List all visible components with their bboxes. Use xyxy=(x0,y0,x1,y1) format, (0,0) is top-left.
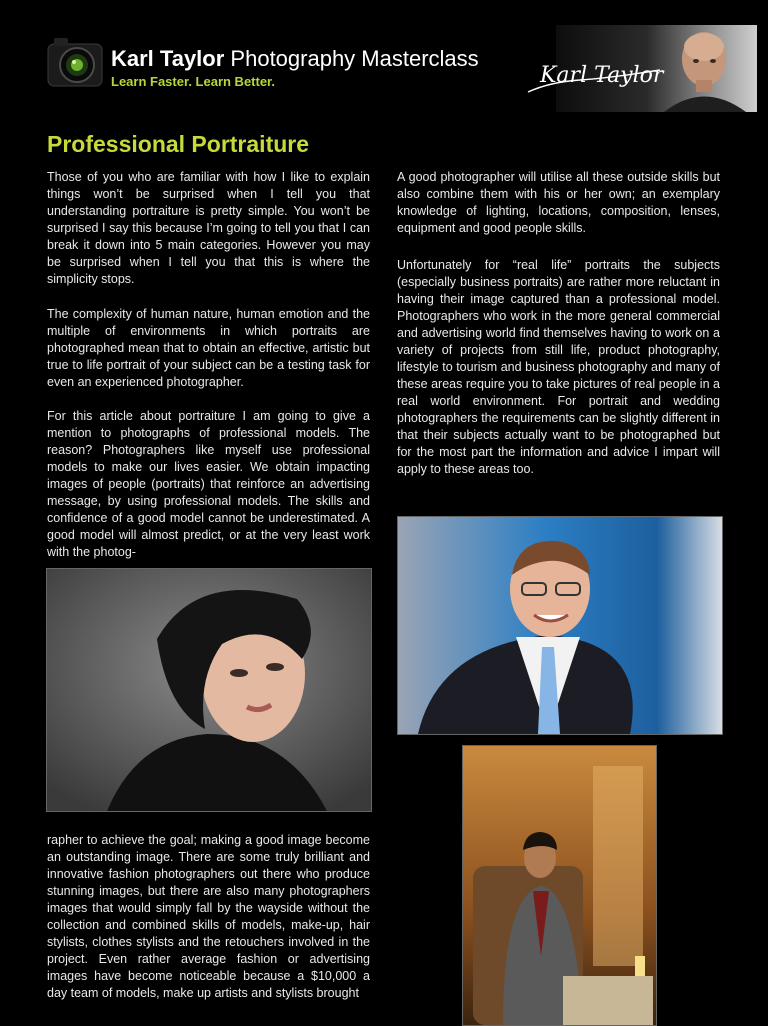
brand-title xyxy=(111,46,479,72)
article-paragraph: Unfortunately for “real life” portraits the subjects (especially business portraits) are rather more reluctant in having their image captured than a professional model. Photographers who work in the more general commercial and advertising world find themselves having to work on a variety of projects from still life, product photography, lifestyle to tourism and business photography and many of these areas require you to take pictures of real people in a real world environment. For portrait and wedding photographers the requirements can be slightly different in that their subjects actually want to be photographed but for the most part the information and advice I impart will apply to these areas too. xyxy=(397,258,720,476)
tagline: Learn Faster. Learn Better. xyxy=(111,74,276,89)
article-paragraph: Those of you who are familiar with how I like to explain things won’t be surprised when I tell you that understanding portraiture is pretty simple. You won’t be surprised I say this because I’m going to tell you that I can break it down into 5 main categories. However you may be surprised when I tell you that this is where the simplicity stops. xyxy=(47,170,370,286)
photo-executive-portrait xyxy=(462,745,657,1026)
signature-logo xyxy=(520,52,670,104)
photo-business-portrait xyxy=(397,516,723,735)
camera-icon xyxy=(46,34,104,92)
brand-subtitle: Photography Masterclass xyxy=(224,46,479,71)
masthead xyxy=(0,0,768,120)
article-paragraph: rapher to achieve the goal; making a good image become an outstanding image. There are some truly brilliant and innovative fashion photographers out there who produce stunning images, but there are also many photographers images that would simply fall by the wayside without the collection and combined skills of models, make-up, hair stylists, clothes stylists and the retouchers involved in the project. Even rather average fashion or advertising images have become noticeable because a $10,000 a day team of models, make up artists and stylists brought xyxy=(47,833,370,1000)
article-paragraph: For this article about portraiture I am going to give a mention to photographs of professional models. The reason? Photographers like myself use professional models to make our lives easier. We obtain impacting images of people (portraits) that reinforce an advertising message, by using professional models. The skills and confidence of a good model cannot be underestimated. A good model will almost predict, or at the very least work with the photog- xyxy=(47,409,370,559)
article-title: Professional Portraiture xyxy=(47,131,310,157)
article-paragraph: A good photographer will utilise all these outside skills but also combine them with his or her own; an exemplary knowledge of lighting, locations, composition, lenses, equipment and good people skills. xyxy=(397,170,720,235)
article-paragraph: The complexity of human nature, human emotion and the multiple of environments in which portraits are photographed mean that to obtain an effective, artistic but true to life portrait of your subject can be a testing task for even an experienced photographer. xyxy=(47,307,370,389)
signature-text: Karl Taylor xyxy=(540,63,664,88)
brand-name: Karl Taylor xyxy=(111,46,225,71)
photo-fashion-model xyxy=(46,568,372,812)
